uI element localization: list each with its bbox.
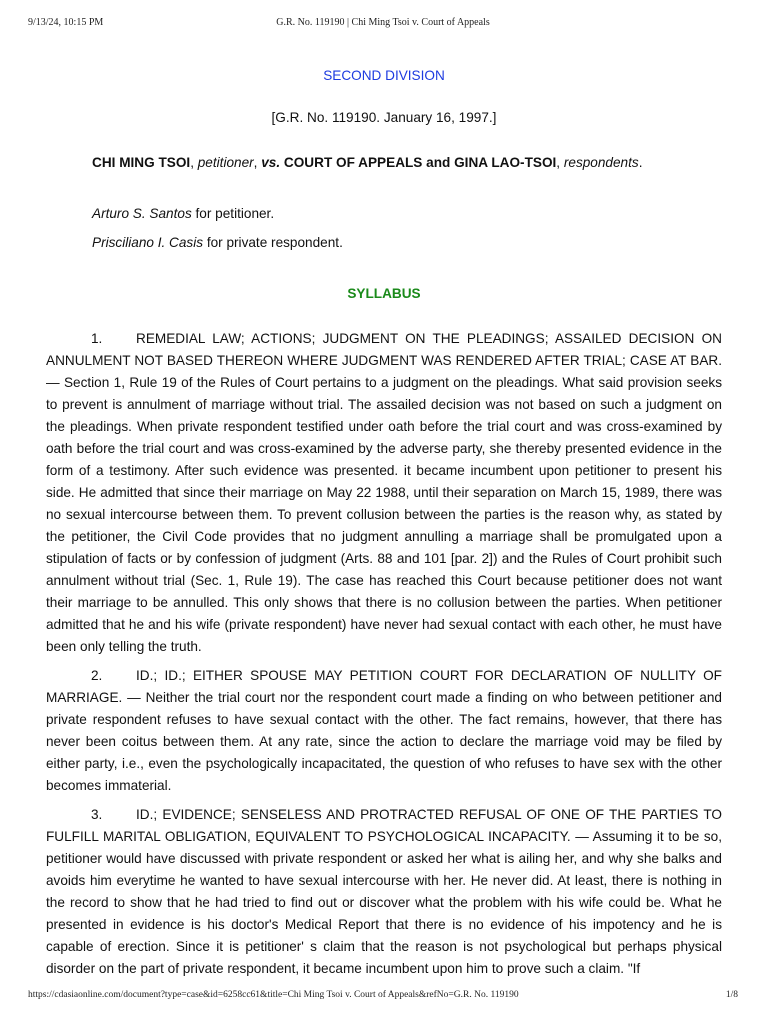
- counsel-respondent: [92, 232, 722, 254]
- counsel-role: for petitioner.: [191, 206, 275, 221]
- case-parties: [92, 152, 722, 174]
- print-title: G.R. No. 119190 | Chi Ming Tsoi v. Court of Appeals: [276, 17, 490, 28]
- counsel-role: for private respondent.: [203, 235, 343, 250]
- respondents-role: respondents: [563, 155, 639, 170]
- page-number: 1/8: [725, 990, 738, 1000]
- print-header: [28, 17, 738, 31]
- respondents-names: COURT OF APPEALS and GINA LAO-TSOI: [280, 155, 557, 170]
- petitioner-name: CHI MING TSOI: [92, 155, 191, 170]
- counsel-name: Prisciliano I. Casis: [92, 235, 204, 250]
- paragraph-number: 2.: [91, 668, 103, 683]
- document-body: [46, 62, 722, 980]
- separator: .: [638, 155, 643, 170]
- paragraph-number: 1.: [91, 331, 103, 346]
- separator: ,: [190, 155, 198, 170]
- syllabus-paragraph-2: [46, 665, 722, 797]
- counsel-name: Arturo S. Santos: [92, 206, 192, 221]
- print-footer: [28, 990, 738, 1004]
- separator: ,: [556, 155, 564, 170]
- paragraph-text: ID.; ID.; EITHER SPOUSE MAY PETITION COURT FOR DECLARATION OF NULLITY OF MARRIAGE. — Neither the trial court nor the respondent court made a finding on who between petitioner and private respondent refuses to have sexual contact with the other. The fact remains, however, that there has never been coitus between them. At any rate, since the action to declare the marriage void may be filed by either party, i.e., even the psychologically incapacitated, the question of who refuses to have sex with the other becomes immaterial.: [46, 668, 722, 793]
- separator: ,: [253, 155, 262, 170]
- division-heading: SECOND DIVISION: [323, 68, 445, 83]
- syllabus-paragraph-1: [46, 328, 722, 658]
- print-datetime: 9/13/24, 10:15 PM: [28, 17, 104, 28]
- paragraph-text: REMEDIAL LAW; ACTIONS; JUDGMENT ON THE PLEADINGS; ASSAILED DECISION ON ANNULMENT NOT BASED THEREON WHERE JUDGMENT WAS RENDERED AFTER TRIAL; CASE AT BAR. — Section 1, Rule 19 of the Rules of Court pertains to a judgment on the pleadings. What said provision seeks to prevent is annulment of marriage without trial. The assailed decision was not based on such a judgment on the pleadings. When private respondent testified under oath before the trial court and was cross-examined by oath before the trial court and was cross-examined by the adverse party, she thereby presented evidence in the form of a testimony. After such evidence was presented. it became incumbent upon petitioner to present his side. He admitted that since their marriage on May 22 1988, until their separation on March 15, 1989, there was no sexual intercourse between them. To prevent collusion between the parties is the reason why, as stated by the petitioner, the Civil Code provides that no judgment annulling a marriage shall be promulgated upon a stipulation of facts or by confession of judgment (Arts. 88 and 101 [par. 2]) and the Rules of Court prohibit such annulment without trial (Sec. 1, Rule 19). The case has reached this Court because petitioner does not want their marriage to be annulled. This only shows that there is no collusion between the parties. When petitioner admitted that he and his wife (private respondent) have never had sexual contact with each other, he must have been only telling the truth.: [46, 331, 722, 654]
- syllabus-paragraph-3: [46, 804, 722, 980]
- versus-label: vs.: [261, 155, 281, 170]
- syllabus-heading: SYLLABUS: [347, 286, 421, 301]
- case-number-line: [G.R. No. 119190. January 16, 1997.]: [271, 110, 497, 125]
- paragraph-number: 3.: [91, 807, 103, 822]
- paragraph-text: ID.; EVIDENCE; SENSELESS AND PROTRACTED REFUSAL OF ONE OF THE PARTIES TO FULFILL MARITAL OBLIGATION, EQUIVALENT TO PSYCHOLOGICAL INCAPACITY. — Assuming it to be so, petitioner would have discussed with private respondent or asked her what is ailing her, and why she balks and avoids him everytime he wanted to have sexual intercourse with her. He never did. At least, there is nothing in the record to show that he had tried to find out or discover what the problem with his wife could be. What he presented in evidence is his doctor's Medical Report that there is no evidence of his impotency and he is capable of erection. Since it is petitioner' s claim that the reason is not psychological but perhaps physical disorder on the part of private respondent, it became incumbent upon him to prove such a claim. "If: [46, 807, 722, 976]
- counsel-petitioner: [92, 203, 722, 225]
- document-url: https://cdasiaonline.com/document?type=case&id=6258cc61&title=Chi Ming Tsoi v. Court of Appeals&refNo=G.R. No. 119190: [28, 990, 519, 1000]
- petitioner-role: petitioner: [197, 155, 254, 170]
